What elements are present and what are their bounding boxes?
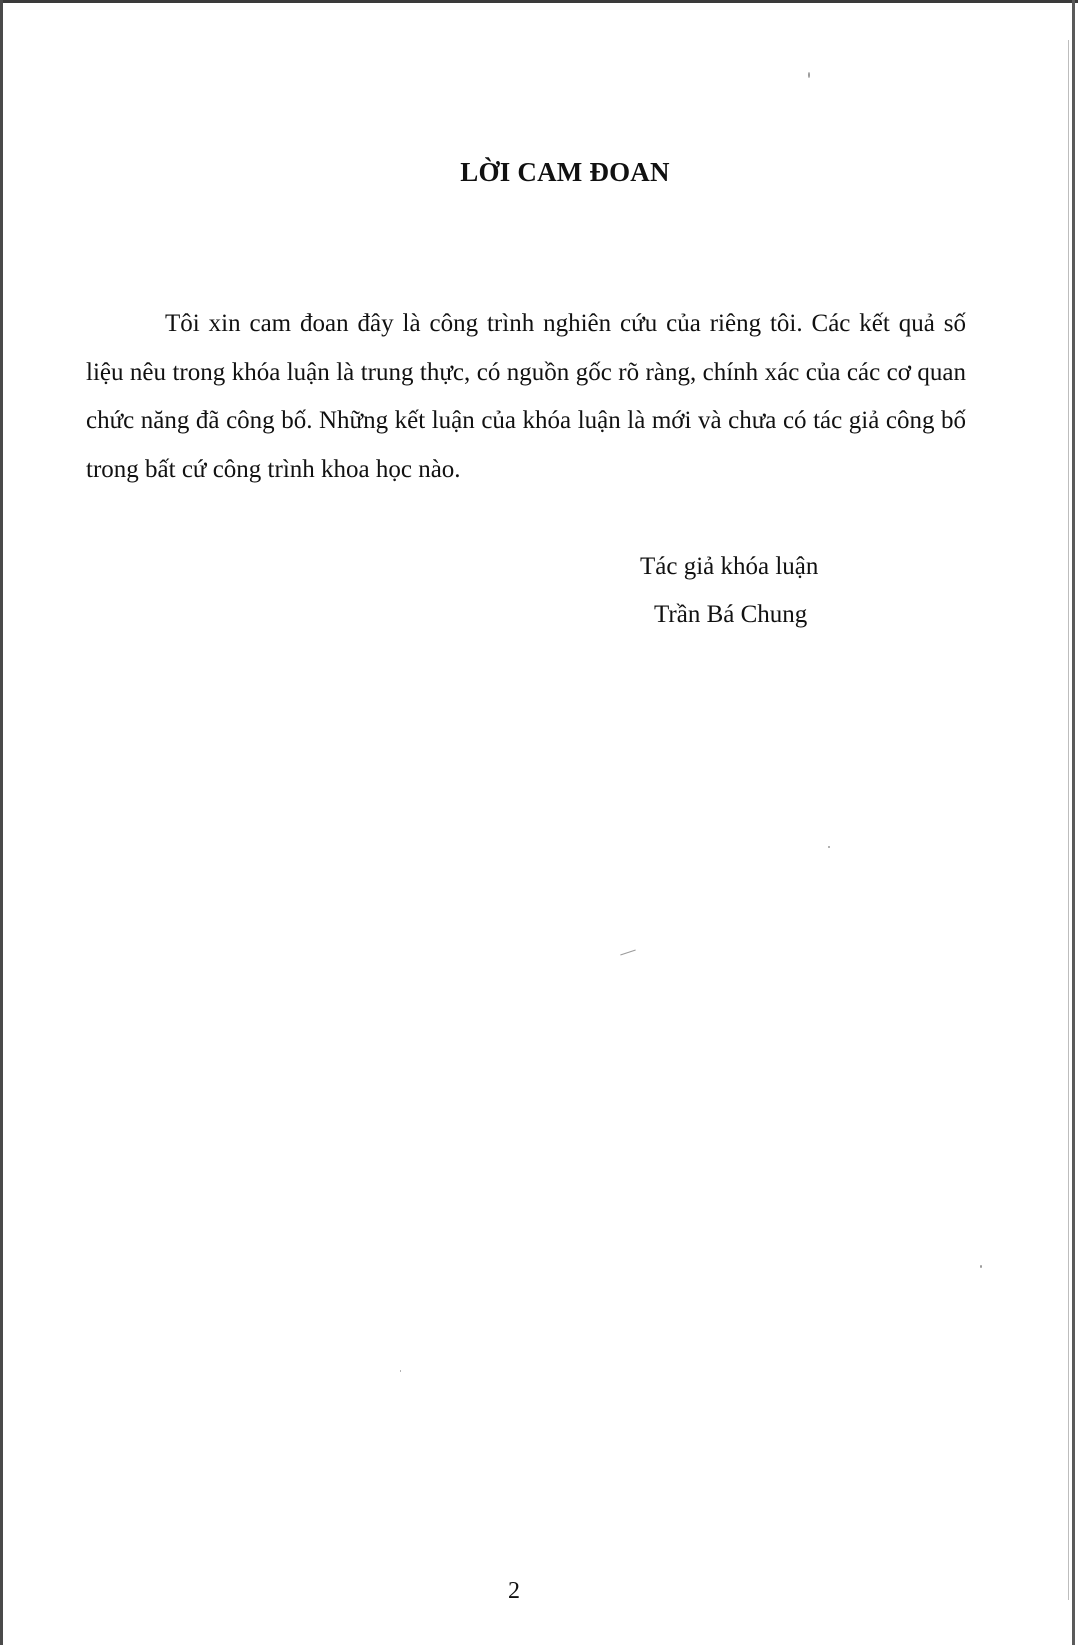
page-title: LỜI CAM ĐOAN [460, 157, 670, 187]
scan-speck [620, 950, 636, 956]
scan-speck [808, 72, 810, 78]
scan-border-left [0, 0, 3, 1645]
scan-speck [980, 1265, 982, 1268]
signature-name: Trần Bá Chung [654, 601, 808, 628]
signature-role: Tác giả khóa luận [640, 553, 819, 580]
scan-speck [400, 1370, 401, 1372]
declaration-paragraph: Tôi xin cam đoan đây là công trình nghiên cứu của riêng tôi. Các kết quả số liệu nêu trong khóa luận là trung thực, có nguồn gốc rõ ràng, chính xác của các cơ quan chức năng đã công bố. Những kết luận của khóa luận là mới và chưa có tác giả công bố trong bất cứ công trình khoa học nào. [86, 310, 966, 483]
page-number: 2 [508, 1578, 520, 1604]
scan-border-top [0, 0, 1078, 3]
scan-border-right-inner [1068, 40, 1069, 1600]
scan-speck [828, 846, 830, 848]
scan-border-right [1072, 0, 1075, 1645]
signature-block [640, 543, 900, 639]
